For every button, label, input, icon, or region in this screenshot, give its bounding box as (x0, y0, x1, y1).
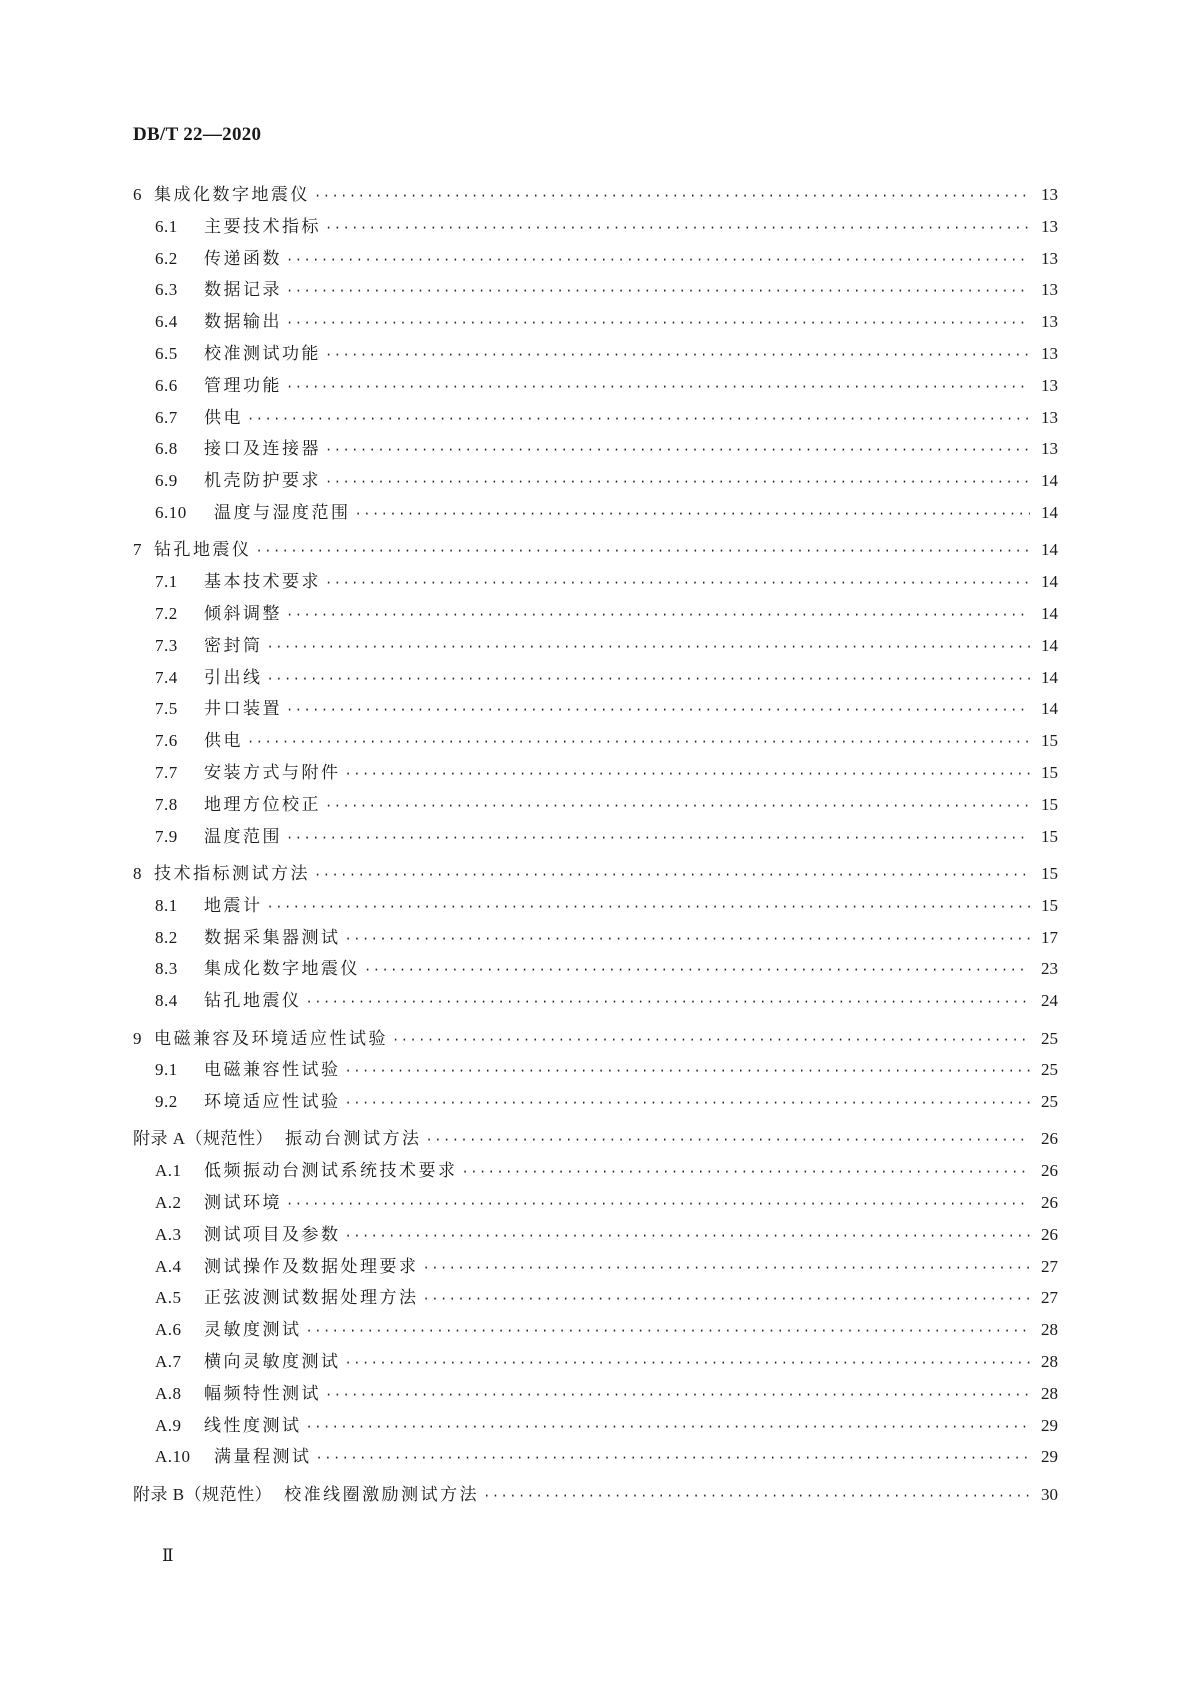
toc-dot-leader (286, 1197, 1030, 1211)
toc-entry-number: 6 (133, 185, 142, 204)
toc-entry-number: 6.5 (155, 343, 178, 363)
toc-chapter-entry[interactable] (133, 180, 1058, 212)
toc-entry-number: 7.9 (155, 826, 178, 846)
toc-dot-leader (364, 963, 1030, 977)
page-header-standard-code: DB/T 22—2020 (133, 124, 262, 145)
toc-entry-title: 校准测试功能 (204, 343, 321, 364)
toc-section-entry[interactable] (133, 694, 1058, 726)
toc-entry-number: 7.8 (155, 794, 178, 814)
toc-entry-number: 8.4 (155, 991, 178, 1011)
toc-entry-number: 6.8 (155, 439, 178, 459)
toc-entry-title: 供电 (204, 731, 243, 752)
toc-entry-title: 低频振动台测试系统技术要求 (204, 1161, 458, 1182)
toc-entry-number: 6.4 (155, 312, 178, 332)
toc-entry-page: 13 (1041, 375, 1058, 395)
toc-entry-page: 13 (1041, 407, 1058, 427)
toc-entry-page: 29 (1041, 1447, 1058, 1467)
toc-entry-page: 13 (1041, 439, 1058, 459)
toc-entry-page: 28 (1041, 1383, 1058, 1403)
toc-section-entry[interactable] (133, 1188, 1058, 1220)
toc-entry-title: 供电 (204, 407, 243, 428)
toc-entry-page: 15 (1041, 895, 1058, 915)
toc-section-entry[interactable] (133, 371, 1058, 403)
toc-entry-title: 机壳防护要求 (204, 471, 321, 492)
toc-entry-page: 25 (1041, 1092, 1058, 1112)
toc-dot-leader (325, 221, 1030, 235)
toc-dot-leader (267, 672, 1031, 686)
toc-entry-number: 8.2 (155, 927, 178, 947)
toc-entry-number: 附录 A（规范性） (133, 1129, 274, 1149)
toc-section-entry[interactable] (133, 212, 1058, 244)
toc-entry-title: 幅频特性测试 (204, 1383, 321, 1404)
toc-section-entry[interactable] (133, 631, 1058, 663)
toc-entry-title: 线性度测试 (204, 1415, 302, 1436)
toc-section-entry[interactable] (133, 726, 1058, 758)
toc-section-entry[interactable] (133, 758, 1058, 790)
toc-entry-page: 14 (1041, 667, 1058, 687)
toc-dot-leader (325, 443, 1030, 457)
toc-section-entry[interactable] (133, 1220, 1058, 1252)
toc-entry-number: 6.6 (155, 375, 178, 395)
toc-entry-page: 14 (1041, 635, 1058, 655)
toc-section-entry[interactable] (133, 1347, 1058, 1379)
toc-entry-title: 满量程测试 (214, 1447, 312, 1468)
toc-dot-leader (325, 475, 1030, 489)
toc-entry-title: 集成化数字地震仪 (154, 185, 310, 205)
toc-section-entry[interactable] (133, 1379, 1058, 1411)
toc-dot-leader (306, 995, 1031, 1009)
toc-entry-title: 地震计 (204, 895, 263, 916)
toc-entry-title: 钻孔地震仪 (154, 540, 252, 561)
toc-dot-leader (392, 1033, 1030, 1047)
toc-entry-page: 30 (1041, 1484, 1058, 1504)
toc-dot-leader (286, 253, 1030, 267)
toc-chapter-entry[interactable] (133, 535, 1058, 567)
toc-entry-title: 技术指标测试方法 (154, 863, 310, 884)
toc-entry-number: 6.9 (155, 471, 178, 491)
toc-entry-title: 数据记录 (204, 280, 282, 301)
toc-entry-page: 14 (1041, 603, 1058, 623)
toc-entry-title: 钻孔地震仪 (204, 991, 302, 1012)
toc-entry-title: 接口及连接器 (204, 439, 321, 460)
toc-entry-page: 26 (1041, 1161, 1058, 1181)
toc-entry-number: 9.2 (155, 1092, 178, 1112)
toc-entry-title: 倾斜调整 (204, 603, 282, 624)
toc-section-entry[interactable] (133, 339, 1058, 371)
toc-entry-page: 29 (1041, 1415, 1058, 1435)
toc-dot-leader (325, 799, 1030, 813)
toc-dot-leader (316, 1451, 1031, 1465)
toc-dot-leader (345, 1229, 1031, 1243)
toc-entry-page: 14 (1041, 572, 1058, 592)
toc-section-entry[interactable] (133, 1315, 1058, 1347)
toc-entry-number: 9 (133, 1028, 142, 1048)
toc-dot-leader (286, 831, 1030, 845)
toc-entry-number: 7.1 (155, 572, 178, 592)
toc-dot-leader (286, 316, 1030, 330)
toc-entry-number: A.1 (155, 1161, 182, 1181)
toc-entry-number: 6.1 (155, 216, 178, 236)
toc-entry-page: 17 (1041, 927, 1058, 947)
toc-entry-number: A.5 (155, 1288, 182, 1308)
toc-entry-number: 7.3 (155, 635, 178, 655)
toc-dot-leader (286, 380, 1030, 394)
toc-dot-leader (306, 1324, 1031, 1338)
toc-entry-number: 6.2 (155, 248, 178, 268)
toc-entry-number: A.6 (155, 1320, 182, 1340)
toc-section-entry[interactable] (133, 1055, 1058, 1087)
toc-entry-page: 13 (1041, 280, 1058, 300)
toc-section-entry[interactable] (133, 498, 1058, 530)
toc-dot-leader (325, 348, 1030, 362)
toc-entry-page: 14 (1041, 699, 1058, 719)
toc-dot-leader (247, 412, 1030, 426)
toc-entry-page: 15 (1041, 762, 1058, 782)
toc-entry-title: 密封筒 (204, 635, 263, 656)
toc-section-entry[interactable] (133, 1252, 1058, 1284)
toc-section-entry[interactable] (133, 466, 1058, 498)
toc-dot-leader (314, 868, 1030, 882)
toc-entry-number: A.8 (155, 1383, 182, 1403)
toc-dot-leader (256, 544, 1031, 558)
toc-entry-number: A.3 (155, 1224, 182, 1244)
table-of-contents (133, 180, 1058, 1512)
toc-entry-number: 8.1 (155, 895, 178, 915)
toc-section-entry[interactable] (133, 275, 1058, 307)
toc-entry-page: 13 (1041, 312, 1058, 332)
toc-entry-title: 基本技术要求 (204, 572, 321, 593)
toc-entry-title: 主要技术指标 (204, 216, 321, 237)
toc-dot-leader (345, 1064, 1031, 1078)
toc-dot-leader (314, 189, 1030, 203)
toc-entry-number: A.10 (155, 1447, 191, 1467)
toc-dot-leader (325, 1388, 1030, 1402)
toc-entry-title: 井口装置 (204, 699, 282, 720)
toc-entry-number: 8.3 (155, 959, 178, 979)
toc-entry-page: 26 (1041, 1224, 1058, 1244)
toc-entry-title: 温度与湿度范围 (214, 502, 351, 523)
toc-chapter-entry[interactable] (133, 1124, 1058, 1156)
toc-entry-page: 15 (1041, 794, 1058, 814)
toc-entry-page: 24 (1041, 991, 1058, 1011)
toc-dot-leader (355, 507, 1031, 521)
toc-entry-title: 温度范围 (204, 826, 282, 847)
toc-dot-leader (286, 284, 1030, 298)
toc-section-entry[interactable] (133, 1283, 1058, 1315)
toc-chapter-entry[interactable] (133, 1024, 1058, 1056)
toc-entry-number: 9.1 (155, 1060, 178, 1080)
toc-chapter-entry[interactable] (133, 1480, 1058, 1512)
toc-entry-number: A.7 (155, 1352, 182, 1372)
toc-entry-title: 电磁兼容性试验 (204, 1060, 341, 1081)
toc-dot-leader (423, 1261, 1031, 1275)
toc-entry-title: 振动台测试方法 (285, 1129, 422, 1150)
toc-entry-page: 26 (1041, 1129, 1058, 1149)
toc-entry-page: 13 (1041, 248, 1058, 268)
toc-section-entry[interactable] (133, 599, 1058, 631)
toc-entry-title: 引出线 (204, 667, 263, 688)
toc-dot-leader (286, 703, 1030, 717)
toc-section-entry[interactable] (133, 891, 1058, 923)
toc-entry-number: 6.7 (155, 407, 178, 427)
toc-entry-page: 13 (1041, 216, 1058, 236)
toc-section-entry[interactable] (133, 403, 1058, 435)
toc-entry-title: 数据采集器测试 (204, 927, 341, 948)
toc-chapter-entry[interactable] (133, 859, 1058, 891)
toc-entry-number: 8 (133, 863, 142, 883)
toc-dot-leader (345, 1096, 1031, 1110)
toc-section-entry[interactable] (133, 307, 1058, 339)
toc-entry-number: A.9 (155, 1415, 182, 1435)
toc-entry-title: 安装方式与附件 (204, 762, 341, 783)
toc-entry-number: 7.4 (155, 667, 178, 687)
toc-dot-leader (306, 1420, 1031, 1434)
toc-section-entry[interactable] (133, 1156, 1058, 1188)
toc-entry-page: 25 (1041, 1060, 1058, 1080)
toc-entry-page: 25 (1041, 1028, 1058, 1048)
toc-entry-number: 7.5 (155, 699, 178, 719)
toc-entry-number: 6.3 (155, 280, 178, 300)
toc-dot-leader (462, 1165, 1031, 1179)
toc-entry-page: 14 (1041, 471, 1058, 491)
toc-entry-title: 正弦波测试数据处理方法 (204, 1288, 419, 1309)
toc-entry-number: 7 (133, 540, 142, 560)
toc-section-entry[interactable] (133, 567, 1058, 599)
toc-section-entry[interactable] (133, 663, 1058, 695)
toc-entry-page: 15 (1041, 731, 1058, 751)
toc-entry-title: 灵敏度测试 (204, 1320, 302, 1341)
toc-entry-title: 管理功能 (204, 375, 282, 396)
toc-entry-number: 7.6 (155, 731, 178, 751)
toc-entry-page: 13 (1041, 185, 1058, 204)
toc-dot-leader (286, 608, 1030, 622)
toc-entry-page: 28 (1041, 1320, 1058, 1340)
toc-dot-leader (426, 1133, 1030, 1147)
toc-entry-page: 15 (1041, 826, 1058, 846)
toc-section-entry[interactable] (133, 822, 1058, 854)
toc-dot-leader (267, 640, 1031, 654)
toc-dot-leader (345, 932, 1031, 946)
toc-entry-page: 26 (1041, 1193, 1058, 1213)
toc-entry-title: 测试环境 (204, 1193, 282, 1214)
toc-entry-title: 测试项目及参数 (204, 1224, 341, 1245)
toc-entry-page: 27 (1041, 1288, 1058, 1308)
toc-entry-title: 地理方位校正 (204, 794, 321, 815)
toc-dot-leader (325, 576, 1030, 590)
toc-entry-number: 7.7 (155, 762, 178, 782)
toc-entry-title: 测试操作及数据处理要求 (204, 1256, 419, 1277)
toc-entry-page: 27 (1041, 1256, 1058, 1276)
toc-entry-page: 23 (1041, 959, 1058, 979)
toc-dot-leader (345, 1356, 1031, 1370)
toc-entry-number: 6.10 (155, 502, 187, 522)
toc-section-entry[interactable] (133, 986, 1058, 1018)
toc-entry-title: 集成化数字地震仪 (204, 959, 360, 980)
toc-dot-leader (345, 767, 1031, 781)
toc-section-entry[interactable] (133, 790, 1058, 822)
toc-entry-number: 7.2 (155, 603, 178, 623)
toc-entry-number: A.2 (155, 1193, 182, 1213)
toc-entry-title: 电磁兼容及环境适应性试验 (154, 1028, 388, 1049)
toc-dot-leader (423, 1292, 1031, 1306)
toc-entry-title: 校准线圈激励测试方法 (284, 1484, 480, 1505)
toc-entry-page: 15 (1041, 863, 1058, 883)
toc-dot-leader (267, 900, 1031, 914)
toc-entry-number: A.4 (155, 1256, 182, 1276)
page-number: Ⅱ (162, 1546, 174, 1565)
toc-entry-title: 传递函数 (204, 248, 282, 269)
toc-dot-leader (247, 735, 1030, 749)
toc-dot-leader (483, 1489, 1030, 1503)
toc-section-entry[interactable] (133, 1087, 1058, 1119)
toc-entry-page: 14 (1041, 540, 1058, 560)
toc-entry-title: 数据输出 (204, 312, 282, 333)
toc-entry-title: 横向灵敏度测试 (204, 1352, 341, 1373)
toc-entry-number: 附录 B（规范性） (133, 1484, 273, 1504)
toc-section-entry[interactable] (133, 244, 1058, 276)
toc-entry-page: 13 (1041, 343, 1058, 363)
toc-section-entry[interactable] (133, 1442, 1058, 1474)
toc-section-entry[interactable] (133, 923, 1058, 955)
toc-section-entry[interactable] (133, 434, 1058, 466)
toc-entry-title: 环境适应性试验 (204, 1092, 341, 1113)
toc-entry-page: 28 (1041, 1352, 1058, 1372)
toc-section-entry[interactable] (133, 1411, 1058, 1443)
toc-entry-page: 14 (1041, 502, 1058, 522)
toc-section-entry[interactable] (133, 954, 1058, 986)
